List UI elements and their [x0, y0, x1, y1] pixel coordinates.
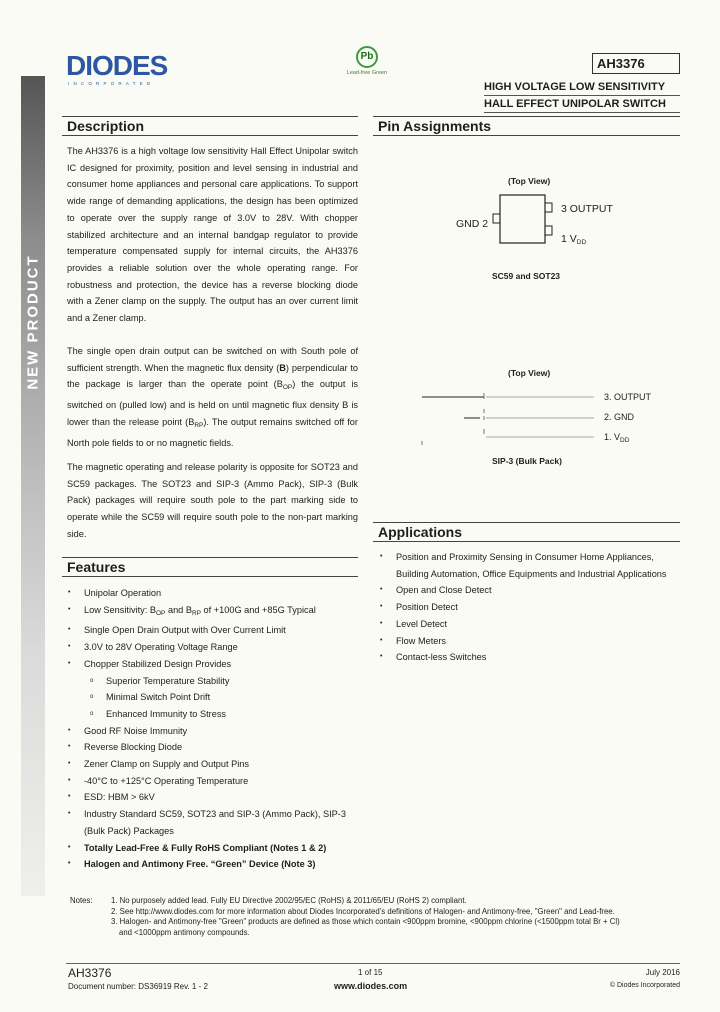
sc59-pin-output: 3 OUTPUT [561, 203, 613, 215]
list-item: • 3.0V to 28V Operating Voltage Range [66, 639, 358, 656]
lead-free-icon [356, 46, 378, 68]
footer-page-number: 1 of 15 [358, 968, 383, 977]
notes-label: Notes: [70, 896, 93, 905]
note-1: 1. No purposely added lead. Fully EU Directive 2002/95/EC (RoHS) & 2011/65/EU (RoHS 2) compliant. [111, 896, 467, 905]
lead-free-caption: Lead-free Green [346, 70, 388, 76]
list-item: • Good RF Noise Immunity [66, 723, 358, 740]
features-heading: Features [62, 557, 358, 577]
logo-subtitle: INCORPORATED [68, 81, 155, 86]
sip-caption: SIP-3 (Bulk Pack) [492, 456, 562, 466]
list-item: • Industry Standard SC59, SOT23 and SIP-3 (Ammo Pack), SIP-3 [66, 806, 358, 823]
sidebar-new-product-label: NEW PRODUCT [24, 254, 42, 390]
list-item: o Enhanced Immunity to Stress [66, 706, 358, 723]
sc59-pin-gnd: GND 2 [456, 218, 489, 230]
description-paragraph-1: The AH3376 is a high voltage low sensitivity Hall Effect Unipolar switch IC designed for proximity, position and level sensing in industrial and consumer home appliances and personal care applications. To support wide range of demanding applications, the design has been optimized to operate over the supply range of 3.0V to 28V. With chopper stabilized architecture and an internal bandgap regulator to provide temperature compensated supply for internal circuits, the AH3376 provides a reliable solution over the whole operating range. For robustness and protection, the device has a reverse blocking diode with a Zener clamp on the supply. The output has an over current limit and a Zener clamp. [67, 146, 358, 324]
list-item: (Bulk Pack) Packages [84, 825, 174, 836]
list-item: Building Automation, Office Equipments and Industrial Applications [396, 568, 667, 579]
list-item: • Position and Proximity Sensing in Consumer Home Appliances, [378, 549, 680, 566]
note-3-continued: and <1000ppm antimony compounds. [119, 927, 250, 937]
footer-website-link[interactable]: www.diodes.com [334, 981, 408, 991]
list-item: • ESD: HBM > 6kV [66, 789, 358, 806]
sc59-pin-vdd: 1 $V_{DD}$ [561, 233, 587, 246]
list-item: • Flow Meters [378, 633, 680, 650]
footer-document-number: Document number: DS36919 Rev. 1 - 2 [68, 982, 208, 991]
list-item: • Open and Close Detect [378, 582, 680, 599]
sc59-package-drawing [490, 190, 570, 250]
sip-top-view-label: (Top View) [508, 368, 551, 378]
pin-assignments-heading: Pin Assignments [373, 116, 680, 136]
description-paragraph-3: The magnetic operating and release polarity is opposite for SOT23 and SC59 packages. The SOT23 and SIP-3 (Ammo Pack), SIP-3 (Bulk Pack) packages will require south pole to the part marking side to operate while the SC59 will require south pole to the non-part marking side. [67, 462, 358, 539]
document-title [484, 79, 680, 113]
applications-heading: Applications [373, 522, 680, 542]
list-item: o Superior Temperature Stability [66, 673, 358, 690]
list-item: • Contact-less Switches [378, 649, 680, 666]
title-line-1: HIGH VOLTAGE LOW SENSITIVITY [484, 79, 680, 96]
features-list [66, 585, 358, 873]
list-item: • Unipolar Operation [66, 585, 358, 602]
list-item: • Single Open Drain Output with Over Current Limit [66, 622, 358, 639]
list-item: • Totally Lead-Free & Fully RoHS Compliant (Notes 1 & 2) [66, 840, 358, 857]
sip-pin-1-vdd: 1. $V_{DD}$ [604, 432, 630, 444]
title-line-2: HALL EFFECT UNIPOLAR SWITCH [484, 96, 680, 113]
sc59-caption: SC59 and SOT23 [492, 271, 561, 281]
lead-free-badge [342, 46, 392, 84]
description-paragraph-2: The single open drain output can be switched on with South pole of sufficient strength. When the magnetic flux density (B) perpendicular to the package is larger than the operate point $(B_{OP})$ the output is switched on (pulled low) and is held on until magnetic flux density B is lower than the release point $(B_{RP})$. The output remains switched off for North pole fields to or no magnetic fields. [67, 346, 359, 448]
part-number-box: AH3376 [592, 53, 680, 74]
footer-part-number: AH3376 [68, 966, 112, 980]
sip-pin-2-gnd: 2. GND [604, 412, 635, 422]
sip-pin-3-output: 3. OUTPUT [604, 392, 652, 402]
applications-list [378, 549, 680, 666]
note-3: 3. Halogen- and Antimony-free "Green" products are defined as those which contain <900ppm bromine, <900ppm chlorine (<1500ppm total Br + Cl) [111, 917, 620, 926]
footer-rule [66, 963, 680, 964]
footer-date: July 2016 [645, 968, 680, 977]
sip3-package-drawing [418, 385, 608, 455]
footer-copyright: © Diodes Incorporated [609, 982, 680, 989]
list-item: • Reverse Blocking Diode [66, 739, 358, 756]
lead-free-symbol: Pb [360, 51, 374, 62]
list-item: • -40°C to +125°C Operating Temperature [66, 773, 358, 790]
sidebar-band [21, 76, 45, 896]
diodes-logo [66, 52, 196, 88]
sc59-top-view-label: (Top View) [508, 176, 551, 186]
list-item: • Chopper Stabilized Design Provides [66, 656, 358, 673]
notes-body [111, 896, 671, 938]
logo-wordmark: DIODES [66, 50, 168, 81]
note-2: 2. See http://www.diodes.com for more information about Diodes Incorporated’s definitions of Halogen- and Antimony-free, "Green" and Lead-free. [111, 906, 615, 916]
list-item: • Level Detect [378, 616, 680, 633]
description-heading: Description [62, 116, 358, 136]
list-item: • Position Detect [378, 599, 680, 616]
list-item: o Minimal Switch Point Drift [66, 689, 358, 706]
list-item: • Zener Clamp on Supply and Output Pins [66, 756, 358, 773]
list-item: • Low Sensitivity: $B_{OP}$ and $B_{RP}$ of +100G and +85G Typical [66, 602, 358, 623]
list-item: • Halogen and Antimony Free. “Green” Device (Note 3) [66, 856, 358, 873]
